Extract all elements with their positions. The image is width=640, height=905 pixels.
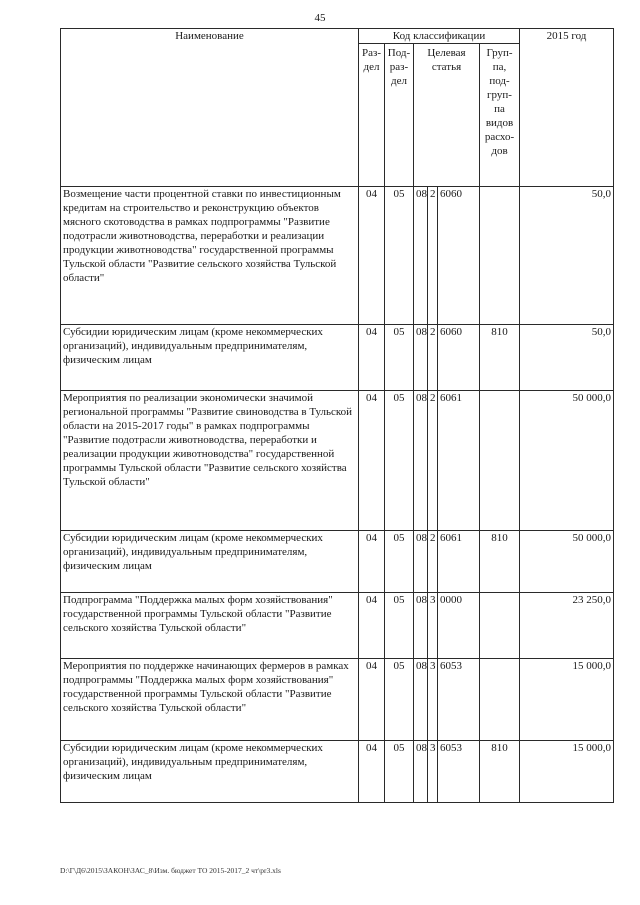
row-section: 04 <box>359 325 385 391</box>
page-number: 45 <box>314 12 326 24</box>
header-target-article: Целевая статья <box>414 44 480 187</box>
row-expense-group <box>480 593 520 659</box>
row-target-subprogram: 2 <box>428 531 438 593</box>
row-subsection: 05 <box>385 325 414 391</box>
header-classification-code: Код классификации <box>359 29 520 44</box>
row-section: 04 <box>359 593 385 659</box>
row-target-program: 08 <box>414 187 428 325</box>
table-row <box>61 391 614 531</box>
row-subsection: 05 <box>385 391 414 531</box>
row-target-direction: 0000 <box>438 593 480 659</box>
row-name: Мероприятия по поддержке начинающих фермеров в рамках подпрограммы "Поддержка малых форм хозяйствования" государственной программы Тульской области "Развитие сельского хозяйства Тульской области" <box>61 659 359 741</box>
row-section: 04 <box>359 741 385 803</box>
header-section: Раз- дел <box>359 44 385 187</box>
row-section: 04 <box>359 531 385 593</box>
row-target-direction: 6061 <box>438 531 480 593</box>
row-name: Субсидии юридическим лицам (кроме некоммерческих организаций), индивидуальным предпринимателям, физическим лицам <box>61 531 359 593</box>
row-target-subprogram: 3 <box>428 659 438 741</box>
row-amount: 15 000,0 <box>520 659 614 741</box>
row-target-direction: 6060 <box>438 325 480 391</box>
row-subsection: 05 <box>385 531 414 593</box>
budget-table <box>60 28 614 803</box>
row-name: Субсидии юридическим лицам (кроме некоммерческих организаций), индивидуальным предпринимателям, физическим лицам <box>61 325 359 391</box>
row-section: 04 <box>359 659 385 741</box>
row-subsection: 05 <box>385 741 414 803</box>
row-amount: 23 250,0 <box>520 593 614 659</box>
row-target-program: 08 <box>414 593 428 659</box>
row-expense-group <box>480 187 520 325</box>
table-row <box>61 187 614 325</box>
row-subsection: 05 <box>385 187 414 325</box>
file-path-footer: D:\Г\Д6\2015\ЗАКОН\ЗАС_8\Изм. бюджет ТО 2015-2017_2 чт\pr3.xls <box>60 866 281 875</box>
header-name: Наименование <box>61 29 359 187</box>
row-name: Субсидии юридическим лицам (кроме некоммерческих организаций), индивидуальным предпринимателям, физическим лицам <box>61 741 359 803</box>
row-section: 04 <box>359 391 385 531</box>
row-amount: 50 000,0 <box>520 531 614 593</box>
row-target-subprogram: 2 <box>428 325 438 391</box>
row-target-program: 08 <box>414 741 428 803</box>
row-amount: 50 000,0 <box>520 391 614 531</box>
row-name: Мероприятия по реализации экономически значимой региональной программы "Развитие свиноводства в Тульской области на 2015-2017 годы" в рамках подпрограммы "Развитие подотрасли животноводства, переработки и реализации продукции животноводства" государственной программы Тульской области "Развитие сельского хозяйства Тульской области" <box>61 391 359 531</box>
row-expense-group: 810 <box>480 741 520 803</box>
table-row <box>61 659 614 741</box>
header-year: 2015 год <box>520 29 614 187</box>
row-name: Возмещение части процентной ставки по инвестиционным кредитам на строительство и реконструкцию объектов мясного скотоводства в рамках подпрограммы "Развитие подотрасли животноводства, переработки и реализации продукции животноводства" государственной программы Тульской области "Развитие сельского хозяйства Тульской области" <box>61 187 359 325</box>
row-target-direction: 6053 <box>438 659 480 741</box>
table-row <box>61 531 614 593</box>
row-target-program: 08 <box>414 659 428 741</box>
row-section: 04 <box>359 187 385 325</box>
row-target-subprogram: 3 <box>428 741 438 803</box>
row-name: Подпрограмма "Поддержка малых форм хозяйствования" государственной программы Тульской области "Развитие сельского хозяйства Тульской области" <box>61 593 359 659</box>
table-row <box>61 593 614 659</box>
row-target-subprogram: 2 <box>428 391 438 531</box>
row-amount: 50,0 <box>520 187 614 325</box>
table-row <box>61 741 614 803</box>
header-expense-group: Груп- па, под- груп- па видов расхо- дов <box>480 44 520 187</box>
row-expense-group: 810 <box>480 531 520 593</box>
row-target-direction: 6053 <box>438 741 480 803</box>
row-amount: 50,0 <box>520 325 614 391</box>
row-target-program: 08 <box>414 531 428 593</box>
row-amount: 15 000,0 <box>520 741 614 803</box>
header-subsection: Под- раз- дел <box>385 44 414 187</box>
row-target-direction: 6060 <box>438 187 480 325</box>
header-row <box>61 29 614 44</box>
row-target-program: 08 <box>414 325 428 391</box>
row-subsection: 05 <box>385 593 414 659</box>
row-expense-group <box>480 659 520 741</box>
row-target-direction: 6061 <box>438 391 480 531</box>
row-target-subprogram: 2 <box>428 187 438 325</box>
row-subsection: 05 <box>385 659 414 741</box>
table-row <box>61 325 614 391</box>
row-target-program: 08 <box>414 391 428 531</box>
row-target-subprogram: 3 <box>428 593 438 659</box>
row-expense-group: 810 <box>480 325 520 391</box>
row-expense-group <box>480 391 520 531</box>
